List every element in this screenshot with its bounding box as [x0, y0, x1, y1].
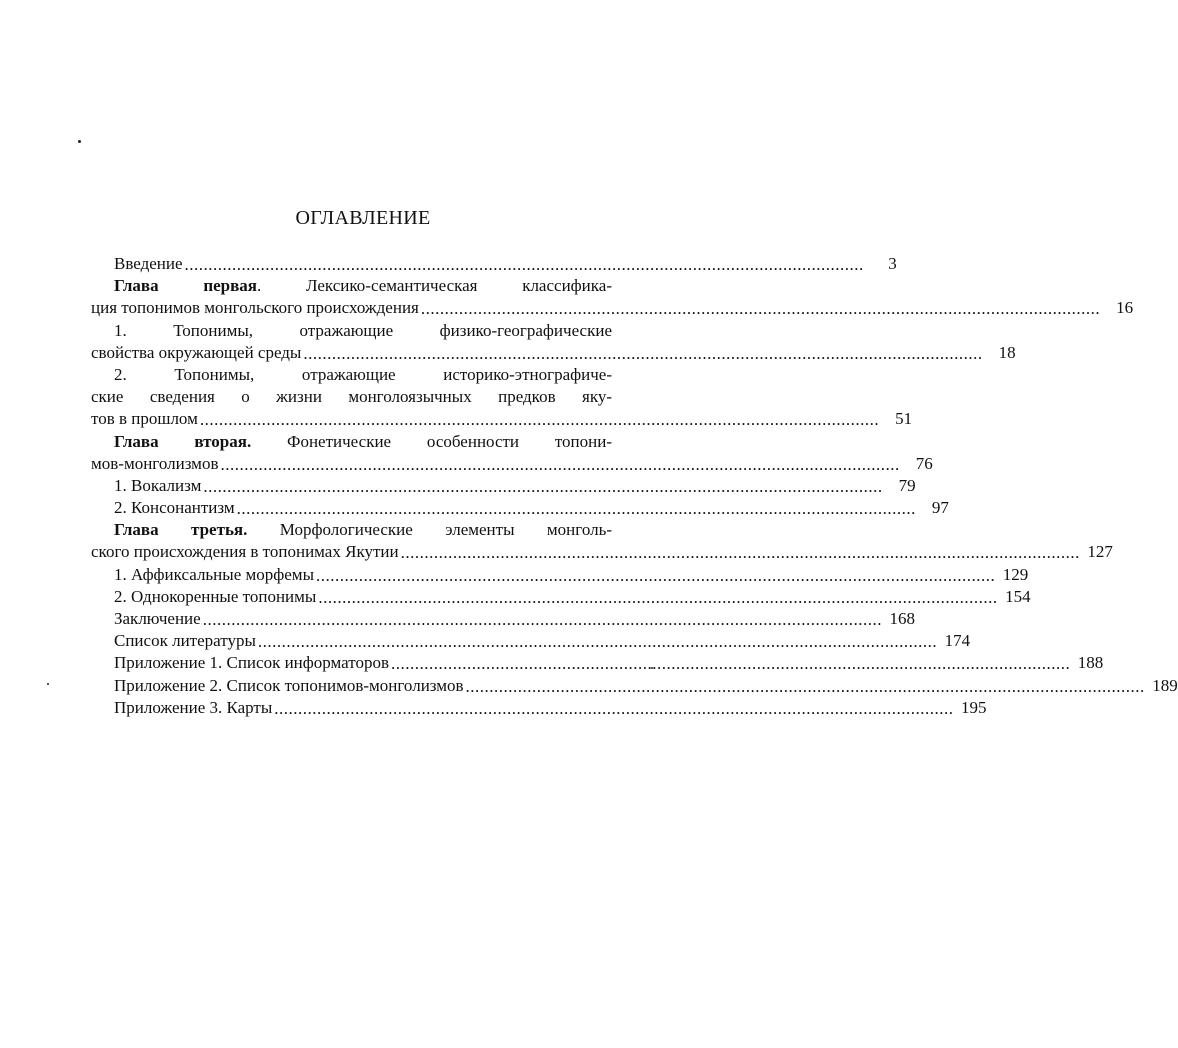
- toc-page-number: 76: [915, 453, 933, 473]
- dot-leader: [203, 478, 882, 495]
- dot-leader: [401, 544, 1080, 561]
- chapter-label: Глава третья.: [114, 520, 248, 540]
- chapter-title-part: Морфологические элементы монголь-: [247, 520, 612, 540]
- toc-entry-text: 2. Однокоренные топонимы: [114, 586, 317, 606]
- toc-entry-ch2-section-1: [114, 475, 916, 497]
- toc-page-number: 79: [898, 475, 916, 495]
- toc-entry-conclusion: [114, 608, 915, 630]
- toc-entry-text: Введение: [114, 254, 183, 273]
- toc-entry-text: Приложение 2. Список топонимов-монголизмов: [114, 675, 464, 695]
- toc-entry-ch2-section-2: [114, 497, 949, 519]
- page-title: ОГЛАВЛЕНИЕ: [295, 207, 431, 229]
- dot-leader: [316, 567, 995, 584]
- chapter-label: Глава первая: [114, 276, 257, 296]
- toc-page-number: 195: [961, 697, 987, 717]
- toc-entry-text: Приложение 3. Карты: [114, 697, 273, 717]
- toc-entry-ch1-section-2-line-3: [91, 408, 913, 430]
- dot-leader: [237, 500, 916, 517]
- dot-leader: [391, 655, 1070, 672]
- toc-entry-chapter-1-line-2: [91, 297, 1134, 319]
- toc-page-number: 189: [1152, 675, 1178, 695]
- toc-entry-ch1-section-1-line-1: [114, 320, 642, 342]
- toc-page-number: 97: [931, 498, 949, 518]
- toc-entry-intro: [114, 253, 897, 275]
- dot-leader: [185, 256, 864, 273]
- scan-speck: [78, 140, 81, 143]
- table-of-contents: [91, 253, 1178, 719]
- dot-leader: [203, 611, 882, 628]
- toc-entry-text: Приложение 1. Список информаторов: [114, 653, 390, 673]
- toc-entry-appendix-2: [114, 675, 1178, 697]
- toc-entry-ch1-section-1-line-2: [91, 342, 1016, 364]
- chapter-label: Глава вторая.: [114, 431, 252, 451]
- toc-entry-text: [114, 275, 612, 297]
- toc-entry-text: тов в прошлом: [91, 409, 198, 429]
- dot-leader: [200, 411, 879, 428]
- toc-entry-appendix-1: [114, 652, 1104, 674]
- dot-leader: [258, 633, 937, 650]
- dot-leader: [274, 700, 953, 717]
- toc-page-number: 188: [1077, 653, 1104, 673]
- toc-entry-appendix-3: [114, 697, 987, 719]
- dot-leader: [303, 345, 982, 362]
- toc-page-number: 129: [1002, 564, 1029, 584]
- toc-page-number: 127: [1087, 542, 1113, 562]
- toc-page-number: 18: [998, 342, 1016, 362]
- toc-entry-text: ские сведения о жизни монголоязычных предков яку-: [91, 387, 612, 407]
- toc-entry-ch3-section-2: [114, 586, 1031, 608]
- toc-entry-text: мов-монголизмов: [91, 453, 219, 473]
- dot-leader: [466, 678, 1145, 695]
- dot-leader: [421, 300, 1100, 317]
- toc-entry-text: свойства окружающей среды: [91, 342, 302, 362]
- chapter-title-part: . Лексико-семантическая классифика-: [257, 276, 612, 296]
- toc-page-number: 16: [1116, 298, 1134, 318]
- dot-leader: [318, 589, 997, 606]
- toc-entry-text: ского происхождения в топонимах Якутии: [91, 542, 399, 562]
- toc-entry-text: 1. Топонимы, отражающие физико-географические: [114, 320, 612, 340]
- toc-page-number: 3: [888, 254, 897, 273]
- toc-entry-text: 2. Топонимы, отражающие историко-этнографиче-: [114, 364, 612, 384]
- toc-entry-text: 1. Вокализм: [114, 475, 202, 495]
- toc-page-number: 51: [895, 409, 913, 429]
- toc-entry-ch1-section-2-line-2: [91, 386, 642, 408]
- toc-entry-text: 1. Аффиксальные морфемы: [114, 564, 314, 584]
- toc-entry-text: [114, 519, 612, 541]
- toc-page-number: 154: [1005, 586, 1031, 606]
- toc-entry-text: 2. Консонантизм: [114, 498, 235, 518]
- toc-entry-literature: [114, 630, 971, 652]
- toc-page-number: 174: [944, 631, 971, 651]
- toc-entry-ch1-section-2-line-1: [114, 364, 642, 386]
- toc-entry-text: ция топонимов монгольского происхождения: [91, 298, 419, 318]
- toc-entry-text: Заключение: [114, 609, 201, 628]
- toc-entry-chapter-3-line-2: [91, 541, 1113, 563]
- toc-entry-chapter-1-line-1: [114, 275, 642, 297]
- toc-entry-chapter-2-line-2: [91, 453, 933, 475]
- toc-entry-chapter-2-line-1: [114, 431, 642, 453]
- toc-entry-ch3-section-1: [114, 564, 1029, 586]
- toc-entry-text: Список литературы: [114, 631, 256, 651]
- chapter-title-part: Фонетические особенности топони-: [251, 431, 613, 451]
- dot-leader: [220, 456, 899, 473]
- toc-entry-text: [114, 431, 612, 453]
- toc-entry-chapter-3-line-1: [114, 519, 642, 541]
- scan-speck: [47, 683, 49, 685]
- toc-page-number: 168: [889, 609, 915, 628]
